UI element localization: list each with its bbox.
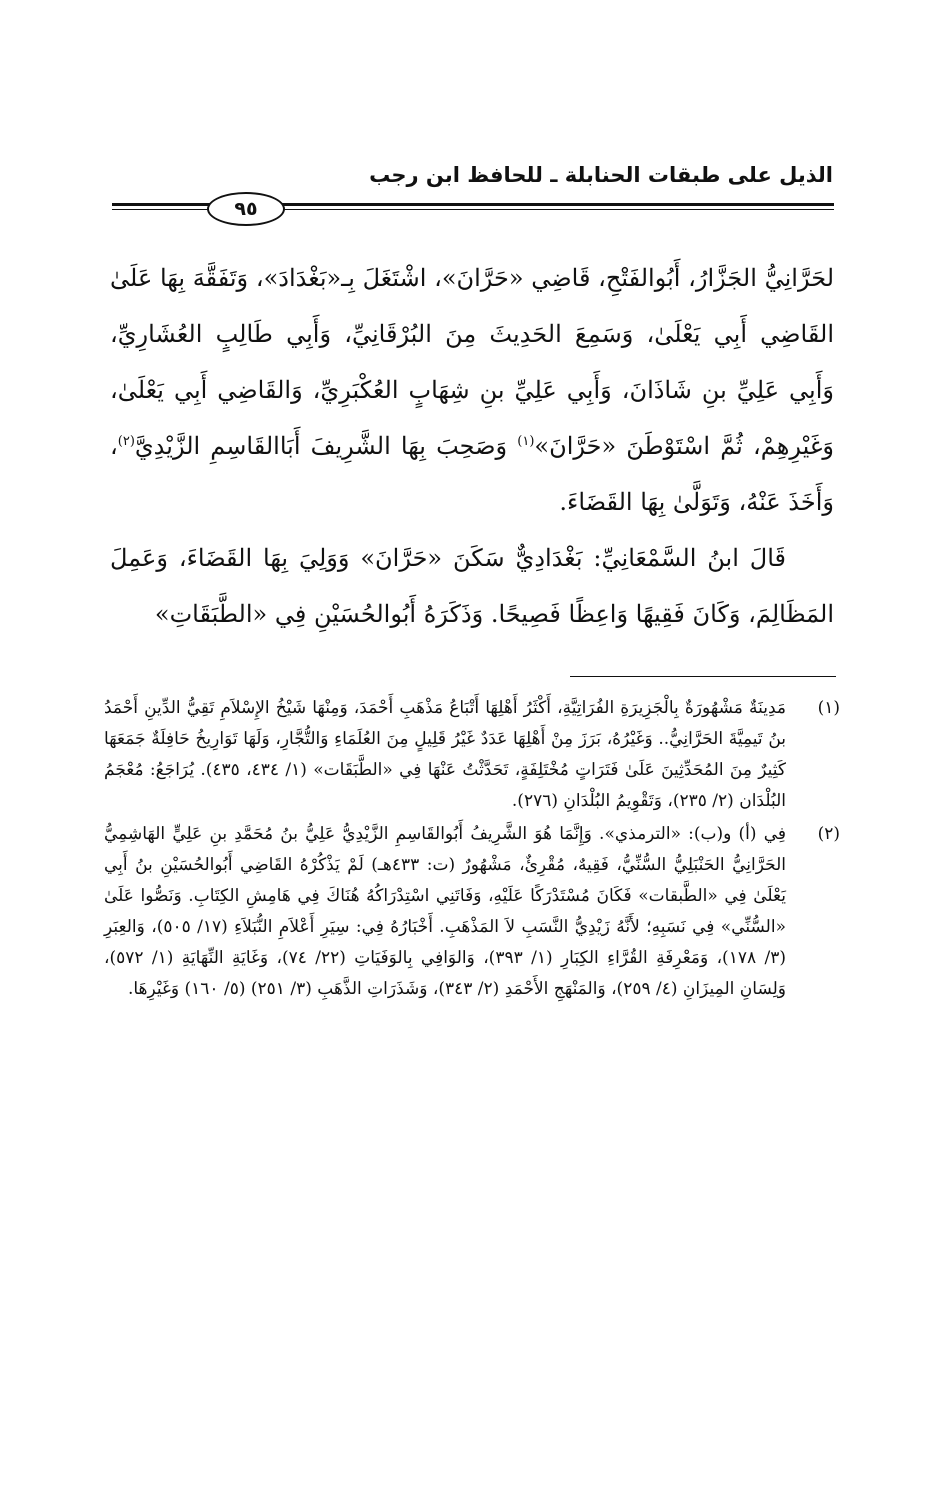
- footnote-2-number: (٢): [817, 824, 840, 844]
- footnote-ref-2: (٢): [117, 434, 135, 449]
- footnote-1-number: (١): [817, 698, 840, 718]
- page-number: ٩٥: [207, 192, 285, 226]
- footnote-1-text: مَدِينَةٌ مَشْهُورَةٌ بِالْجَزِيرَةِ الفُرَاتِيَّةِ، أَكْثَرُ أَهْلِهَا أَتْبَاعُ مَذْهَبِ أَحْمَدَ، وَمِنْهَا شَيْخُ الإِسْلاَمِ تَقِيُّ الدِّينِ أَحْمَدُ بنُ تَيمِيَّةَ الحَرَّانِيُّ.. وَغَيْرُهُ، بَرَزَ مِنْ أَهْلِهَا عَدَدٌ غَيْرُ قَلِيلٍ مِنَ العُلَمَاءِ وَالتُّجَّارِ، وَلَهَا تَوَارِيخُ حَافِلَةٌ جَمَعَهَا كَثِيرٌ مِنَ المُحَدِّثِينَ عَلَىٰ فَتَرَاتٍ مُخْتَلِفَةٍ، تَحَدَّثْتُ عَنْهَا فِي «الطَّبَقَات» (١/ ٤٣٤، ٤٣٥). يُرَاجَعُ: مُعْجَمُ البُلْدَان (٢/ ٢٣٥)، وَتَقْوِيمُ البُلْدَانِ (٢٧٦).: [104, 698, 786, 811]
- footnote-ref-1: (١): [517, 434, 535, 449]
- running-header: الذيل على طبقات الحنابلة ـ للحافظ ابن رجب: [369, 163, 833, 187]
- paragraph-2: قَالَ ابنُ السَّمْعَانِيِّ: بَغْدَادِيٌّ سَكَنَ «حَرَّانَ» وَوَلِيَ بِهَا القَضَاءَ، وَعَمِلَ المَظَالِمَ، وَكَانَ فَقِيهًا وَاعِظًا فَصِيحًا. وَذَكَرَهُ أَبُوالحُسَيْنِ فِي «الطَّبَقَاتِ»: [110, 544, 834, 628]
- footnote-2-text: فِي (أ) و(ب): «الترمذي». وَإِنَّمَا هُوَ الشَّرِيفُ أَبُوالقَاسِمِ الزَّيْدِيُّ عَلِيُّ بنُ مُحَمَّدِ بنِ عَلِيٍّ الهَاشِمِيُّ الحَرَّانِيُّ الحَنْبَلِيُّ السُّنِّيُّ، فَقِيهٌ، مُقْرِئٌ، مَشْهُورٌ (ت: ٤٣٣هـ) لَمْ يَذْكُرْهُ القَاضِي أَبُوالحُسَيْنِ بنُ أَبِي يَعْلَىٰ فِي «الطَّبقات» فَكَانَ مُسْتَدْرَكًا عَلَيْهِ، وَفَاتَنِي اسْتِدْرَاكُهُ هُنَاكَ فِي هَامِشِ الكِتَابِ. وَنَصُّوا عَلَىٰ «السُّنِّي» فِي نَسَبِهِ؛ لأَنَّهُ زَيْدِيُّ النَّسَبِ لاَ المَذْهَبِ. أَخْبَارُهُ فِي: سِيَرِ أَعْلاَمِ النُّبَلاَءِ (١٧/ ٥٠٥)، وَالعِبَرِ (٣/ ١٧٨)، وَمَعْرِفَةِ القُرَّاءِ الكِبَارِ (١/ ٣٩٣)، وَالوَافِي بِالوَفَيَاتِ (٢٢/ ٧٤)، وَغَايَةِ النِّهَايَةِ (١/ ٥٧٢)، وَلِسَانِ المِيزَانِ (٤/ ٢٥٩)، وَالمَنْهَجِ الأَحْمَدِ (٢/ ٣٤٣)، وَشَذَرَاتِ الذَّهَبِ (٣/ ٢٥١) (٥/ ١٦٠) وَغَيْرِهَا.: [104, 824, 786, 999]
- footnotes: [104, 693, 840, 1007]
- paragraph-1-part-b: وَصَحِبَ بِهَا الشَّرِيفَ أَبَاالقَاسِمِ الزَّيْدِيَّ: [134, 432, 518, 460]
- footnote-2: [104, 819, 840, 1005]
- footnote-separator: [570, 676, 836, 677]
- footnote-1: [104, 693, 840, 817]
- paragraph-1-part-c: ، وَأَخَذَ عَنْهُ، وَتَوَلَّىٰ بِهَا القَضَاءَ.: [110, 432, 834, 516]
- main-text: [110, 250, 834, 642]
- header-rule: [112, 192, 834, 226]
- paragraph-1: [110, 250, 834, 530]
- paragraph-1-part-a: لحَرَّانِيُّ الجَزَّارُ، أَبُوالفَتْحِ، قَاضِي «حَرَّانَ»، اشْتَغَلَ بِـ«بَغْدَادَ»، وَتَفَقَّهَ بِهَا عَلَىٰ القَاضِي أَبِي يَعْلَىٰ، وَسَمِعَ الحَدِيثَ مِنَ البُرْقَانِيِّ، وَأَبِي طَالِبٍ العُشَارِيِّ، وَأَبِي عَلِيِّ بنِ شَاذَانَ، وَأَبِي عَلِيِّ بنِ شِهَابٍ العُكْبَرِيِّ، وَالقَاضِي أَبِي يَعْلَىٰ، وَغَيْرِهِمْ، ثُمَّ اسْتَوْطَنَ «حَرَّانَ»: [110, 264, 834, 460]
